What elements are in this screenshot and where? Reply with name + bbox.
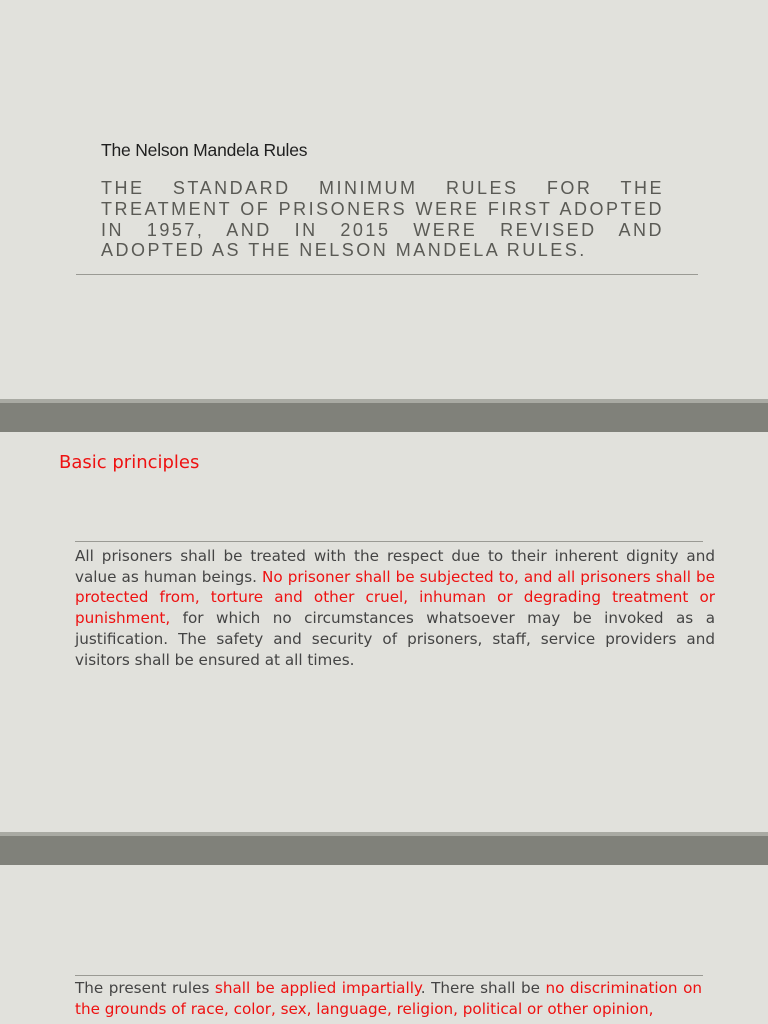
slide-subtitle: THE STANDARD MINIMUM RULES FOR THE TREATMENT OF PRISONERS WERE FIRST ADOPTED IN 1957, AND IN 2015 WERE REVISED AND ADOPTED AS THE NELSON MANDELA RULES. [101,178,664,261]
paragraph-text: The present rules [75,979,215,997]
slide-impartiality [0,865,768,1024]
divider-line [75,975,703,976]
slide-separator [0,399,768,432]
paragraph-text: . There shall be [420,979,546,997]
highlighted-text: no discrimination on the grounds of race, color, sex, language, religion, political or other opinion, [75,979,702,1018]
section-heading: Basic principles [59,452,200,473]
highlighted-text: shall be applied impartially [214,979,421,997]
slide-title [0,0,768,399]
paragraph-text: for which no circumstances whatsoever may be invoked as a justification. The safety and security of prisoners, staff, service providers and visitors shall be ensured at all times. [75,609,715,669]
divider-line [76,274,698,275]
divider-line [75,541,703,542]
highlighted-text: No prisoner shall be subjected to, and all prisoners shall be protected from, torture and other cruel, inhuman or degrading treatment or punishment, [75,567,715,628]
slide-title-text: The Nelson Mandela Rules [101,140,308,160]
slide-separator [0,832,768,865]
slide-basic-principles [0,432,768,831]
principles-paragraph [75,546,715,670]
impartiality-paragraph [75,978,702,1019]
paragraph-text: All prisoners shall be treated with the respect due to their inherent dignity and value as human beings. [75,547,715,586]
